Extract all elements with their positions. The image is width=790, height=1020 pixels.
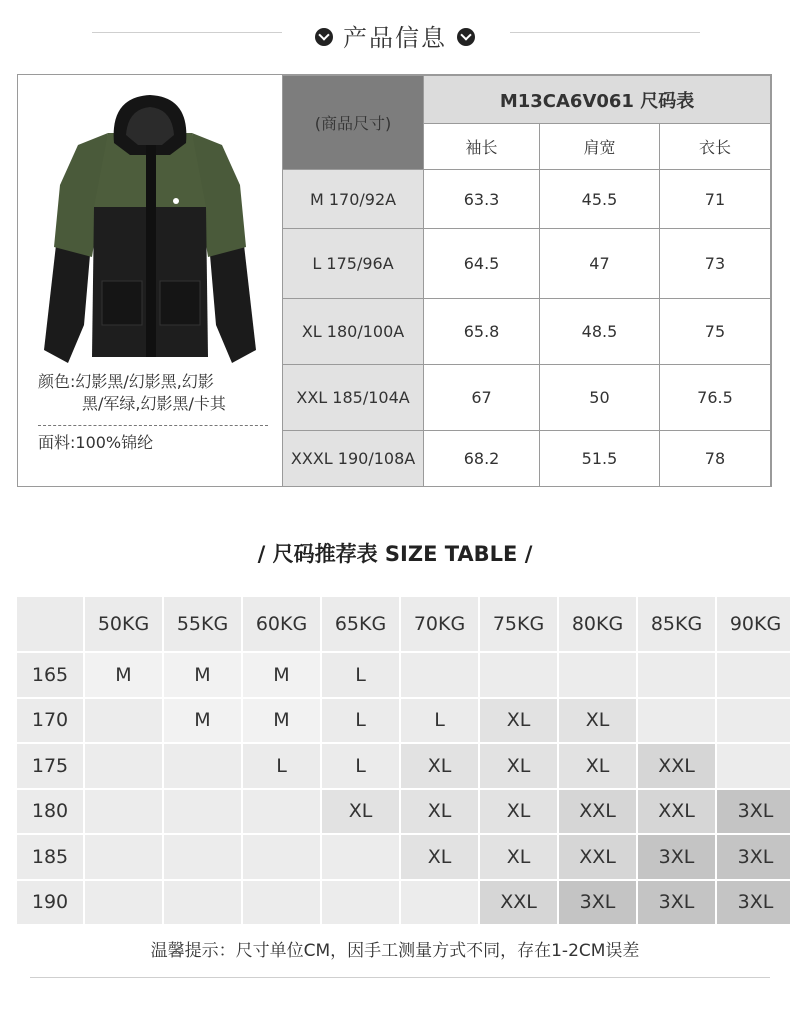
empty-cell [164,835,241,879]
size-label: L 175/96A [283,229,424,299]
size-value: 51.5 [540,431,660,487]
size-cell: L [401,699,478,743]
weight-header: 70KG [401,597,478,651]
empty-cell [243,881,320,925]
header-title-wrap [0,18,790,53]
size-cell: 3XL [638,835,715,879]
size-cell: XL [480,744,557,788]
col-header: 衣长 [659,124,770,170]
empty-cell [638,653,715,697]
col-header: 肩宽 [540,124,660,170]
size-value: 71 [659,170,770,229]
size-value: 47 [540,229,660,299]
size-cell: 3XL [717,790,790,834]
size-value: 68.2 [424,431,540,487]
size-cell: XL [401,744,478,788]
size-cell: XXL [638,790,715,834]
color-line-1: 幻影黑/幻影黑,幻影 [75,372,214,391]
size-cell: L [322,744,399,788]
size-cell: 3XL [717,881,790,925]
height-label: 175 [17,744,83,788]
size-cell: 3XL [717,835,790,879]
size-cell: L [243,744,320,788]
size-cell: M [164,699,241,743]
empty-cell [717,699,790,743]
weight-header: 50KG [85,597,162,651]
size-cell: 3XL [638,881,715,925]
size-label: XL 180/100A [283,299,424,365]
size-value: 73 [659,229,770,299]
size-cell: XXL [638,744,715,788]
empty-cell [717,744,790,788]
product-info-box [17,74,772,487]
empty-cell [85,881,162,925]
size-cell: M [164,653,241,697]
weight-header: 80KG [559,597,636,651]
size-cell: XL [480,699,557,743]
size-value: 63.3 [424,170,540,229]
size-value: 67 [424,365,540,431]
size-cell: XL [559,699,636,743]
size-cell: M [85,653,162,697]
col-header: 袖长 [424,124,540,170]
size-cell: XXL [559,790,636,834]
size-value: 50 [540,365,660,431]
size-value: 76.5 [659,365,770,431]
size-value: 75 [659,299,770,365]
grid-corner-cell [17,597,83,651]
height-label: 170 [17,699,83,743]
chevron-down-icon [457,28,475,46]
material-text: 面料:100%锦纶 [38,433,154,452]
empty-cell [401,653,478,697]
weight-header: 65KG [322,597,399,651]
empty-cell [717,653,790,697]
weight-header: 75KG [480,597,557,651]
recommend-title: / 尺码推荐表 SIZE TABLE / [257,542,533,566]
empty-cell [322,835,399,879]
empty-cell [85,835,162,879]
height-label: 190 [17,881,83,925]
weight-header: 55KG [164,597,241,651]
empty-cell [85,744,162,788]
section-header [0,14,790,50]
size-cell: XXL [480,881,557,925]
empty-cell [164,744,241,788]
jacket-image [38,95,262,365]
size-chart-title: M13CA6V061 尺码表 [424,76,771,124]
size-value: 65.8 [424,299,540,365]
size-cell: M [243,653,320,697]
empty-cell [85,790,162,834]
empty-cell [559,653,636,697]
weight-header: 90KG [717,597,790,651]
header-title: 产品信息 [343,24,447,52]
height-label: 165 [17,653,83,697]
size-cell: XL [559,744,636,788]
size-chart-table [282,75,771,487]
empty-cell [480,653,557,697]
size-label: XXXL 190/108A [283,431,424,487]
empty-cell [638,699,715,743]
row-header-cell: (商品尺寸) [283,76,424,170]
empty-cell [243,790,320,834]
weight-header: 85KG [638,597,715,651]
size-cell: XXL [559,835,636,879]
empty-cell [401,881,478,925]
size-value: 64.5 [424,229,540,299]
size-value: 78 [659,431,770,487]
measurement-note: 温馨提示：尺寸单位CM，因手工测量方式不同，存在1-2CM误差 [150,941,640,961]
size-cell: XL [401,835,478,879]
size-cell: L [322,699,399,743]
size-cell: 3XL [559,881,636,925]
chevron-down-icon [315,28,333,46]
empty-cell [322,881,399,925]
empty-cell [243,835,320,879]
color-label: 颜色: [38,372,76,391]
height-label: 180 [17,790,83,834]
product-details [38,371,268,454]
bottom-divider [30,977,770,978]
size-cell: XL [480,790,557,834]
size-label: XXL 185/104A [283,365,424,431]
size-value: 48.5 [540,299,660,365]
empty-cell [85,699,162,743]
height-label: 185 [17,835,83,879]
size-cell: XL [322,790,399,834]
weight-header: 60KG [243,597,320,651]
empty-cell [164,790,241,834]
color-line-2: 黑/军绿,幻影黑/卡其 [82,394,226,413]
size-value: 45.5 [540,170,660,229]
product-panel [18,75,282,486]
size-cell: XL [401,790,478,834]
size-cell: XL [480,835,557,879]
size-cell: M [243,699,320,743]
dashed-divider [38,425,268,426]
empty-cell [164,881,241,925]
size-cell: L [322,653,399,697]
size-label: M 170/92A [283,170,424,229]
